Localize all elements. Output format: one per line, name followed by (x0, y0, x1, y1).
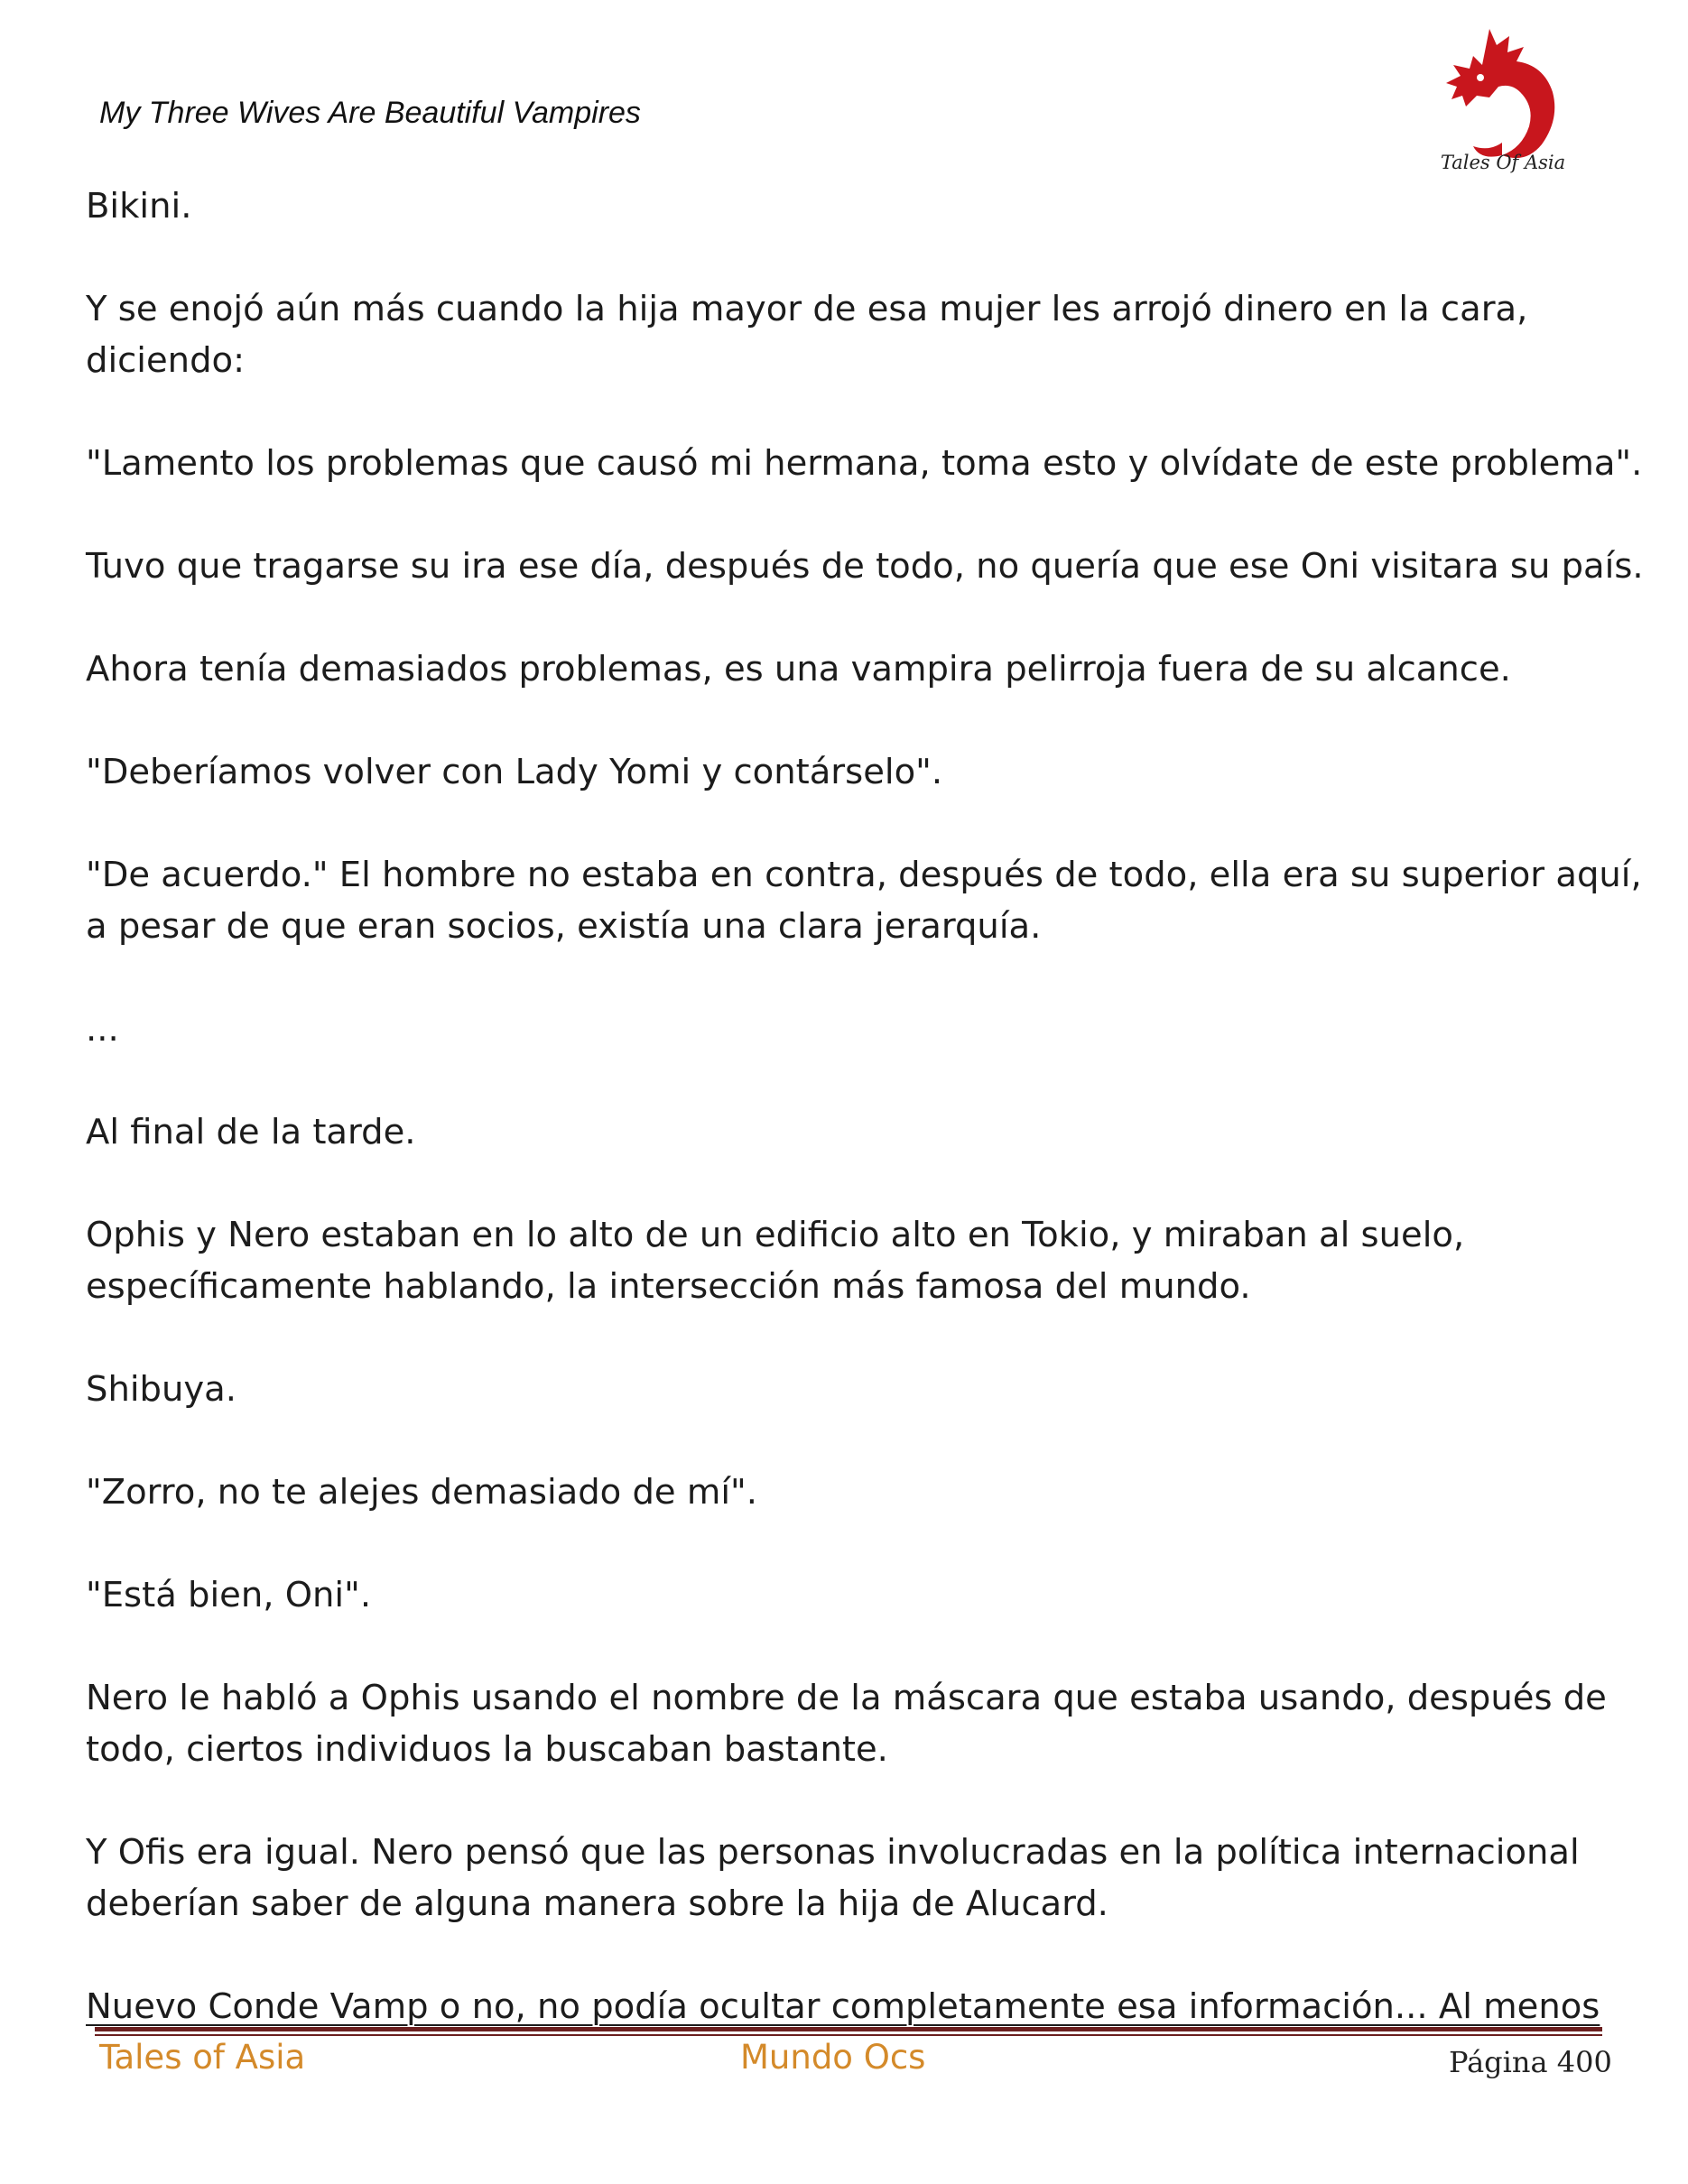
paragraph (86, 1672, 1620, 1775)
paragraph (86, 1981, 1620, 2032)
paragraph (86, 1209, 1620, 1312)
footer-site-name: Tales of Asia (99, 2038, 306, 2077)
text-line: específicamente hablando, la intersección más famosa del mundo. (86, 1266, 1251, 1307)
text-line: todo, ciertos individuos la buscaban bastante. (86, 1729, 888, 1770)
text-line: deberían saber de alguna manera sobre la hija de Alucard. (86, 1883, 1108, 1924)
text-line: Al final de la tarde. (86, 1112, 416, 1152)
page-body (86, 180, 1644, 2032)
book-title: My Three Wives Are Beautiful Vampires (99, 96, 641, 130)
text-line: Nuevo Conde Vamp o no, no podía ocultar completamente esa información... Al menos (86, 1986, 1600, 2027)
text-line: "Deberíamos volver con Lady Yomi y contárselo". (86, 752, 943, 792)
paragraph (86, 1364, 1620, 1415)
text-line: "Lamento los problemas que causó mi hermana, toma esto y olvídate de este problema". (86, 443, 1643, 484)
paragraph (86, 643, 1620, 695)
text-line: diciendo: (86, 340, 246, 381)
text-line: Tuvo que tragarse su ira ese día, después de todo, no quería que ese Oni visitara su país. (86, 546, 1644, 587)
text-line: "Está bien, Oni". (86, 1575, 372, 1615)
paragraph (86, 1106, 1620, 1158)
paragraph (86, 438, 1643, 489)
paragraph (86, 849, 1642, 952)
paragraph (86, 283, 1620, 386)
paragraph (86, 1467, 1620, 1518)
paragraph (86, 180, 1620, 232)
text-line: Y Ofis era igual. Nero pensó que las personas involucradas en la política internacional (86, 1832, 1580, 1873)
footer-section-name: Mundo Ocs (740, 2038, 926, 2077)
text-line: "Zorro, no te alejes demasiado de mí". (86, 1472, 757, 1513)
text-line: Bikini. (86, 186, 192, 227)
paragraph (86, 1827, 1620, 1930)
text-line: "De acuerdo." El hombre no estaba en contra, después de todo, ella era su superior aquí, (86, 855, 1642, 895)
text-line: Nero le habló a Ophis usando el nombre de la máscara que estaba usando, después de (86, 1678, 1607, 1718)
paragraph (86, 746, 1620, 798)
text-line: a pesar de que eran socios, existía una clara jerarquía. (86, 906, 1042, 947)
text-line: Y se enojó aún más cuando la hija mayor de esa mujer les arrojó dinero en la cara, (86, 289, 1528, 329)
text-line: Ahora tenía demasiados problemas, es una vampira pelirroja fuera de su alcance. (86, 649, 1511, 689)
logo-caption: Tales Of Asia (1440, 152, 1566, 173)
text-line: Shibuya. (86, 1369, 237, 1410)
paragraph (86, 541, 1644, 592)
paragraph (86, 1569, 1620, 1621)
paragraph (86, 1004, 1620, 1055)
footer-divider (95, 2027, 1602, 2036)
text-line: ... (86, 1009, 119, 1050)
page-number: Página 400 (1449, 2045, 1612, 2079)
text-line: Ophis y Nero estaban en lo alto de un edificio alto en Tokio, y miraban al suelo, (86, 1215, 1465, 1255)
